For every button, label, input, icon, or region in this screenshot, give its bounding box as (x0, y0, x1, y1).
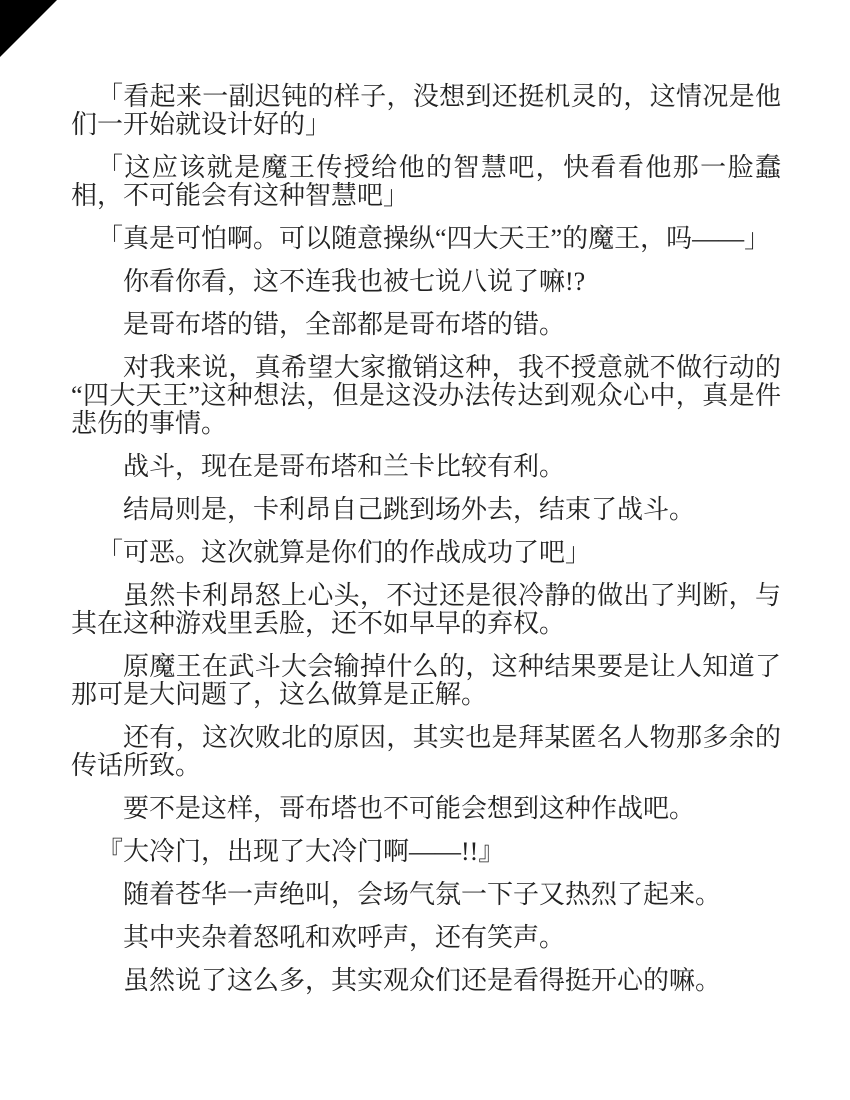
page-corner-fold (0, 0, 57, 57)
paragraph: 虽然说了这么多，其实观众们还是看得挺开心的嘛。 (123, 966, 722, 995)
paragraph: 「看起来一副迟钝的样子，没想到还挺机灵的，这情况是他们一开始就设计好的」 (71, 82, 781, 139)
paragraph: 虽然卡利昂怒上心头，不过还是很冷静的做出了判断，与其在这种游戏里丢脸，还不如早早的弃权。 (71, 581, 781, 638)
paragraph: 战斗，现在是哥布塔和兰卡比较有利。 (123, 452, 566, 481)
paragraph: 其中夹杂着怒吼和欢呼声，还有笑声。 (123, 923, 566, 952)
paragraph: 「这应该就是魔王传授给他的智慧吧，快看看他那一脸蠢相，不可能会有这种智慧吧」 (71, 153, 781, 210)
paragraph: 要不是这样，哥布塔也不可能会想到这种作战吧。 (123, 794, 696, 823)
paragraph: 对我来说，真希望大家撤销这种，我不授意就不做行动的“四大天王”这种想法，但是这没办法传达到观众心中，真是件悲伤的事情。 (71, 353, 781, 438)
paragraph: 随着苍华一声绝叫，会场气氛一下子又热烈了起来。 (123, 880, 722, 909)
paragraph: 你看你看，这不连我也被七说八说了嘛!? (123, 267, 586, 296)
text-content (71, 83, 781, 1010)
paragraph: 结局则是，卡利昂自己跳到场外去，结束了战斗。 (123, 495, 696, 524)
paragraph: 还有，这次败北的原因，其实也是拜某匿名人物那多余的传话所致。 (71, 723, 781, 780)
paragraph: 原魔王在武斗大会输掉什么的，这种结果要是让人知道了那可是大问题了，这么做算是正解。 (71, 652, 781, 709)
paragraph: 是哥布塔的错，全部都是哥布塔的错。 (123, 310, 566, 339)
paragraph: 「可恶。这次就算是你们的作战成功了吧」 (97, 538, 592, 567)
paragraph: 『大冷门，出现了大冷门啊——!!』 (97, 837, 505, 866)
paragraph: 「真是可怕啊。可以随意操纵“四大天王”的魔王，吗——」 (97, 224, 771, 253)
